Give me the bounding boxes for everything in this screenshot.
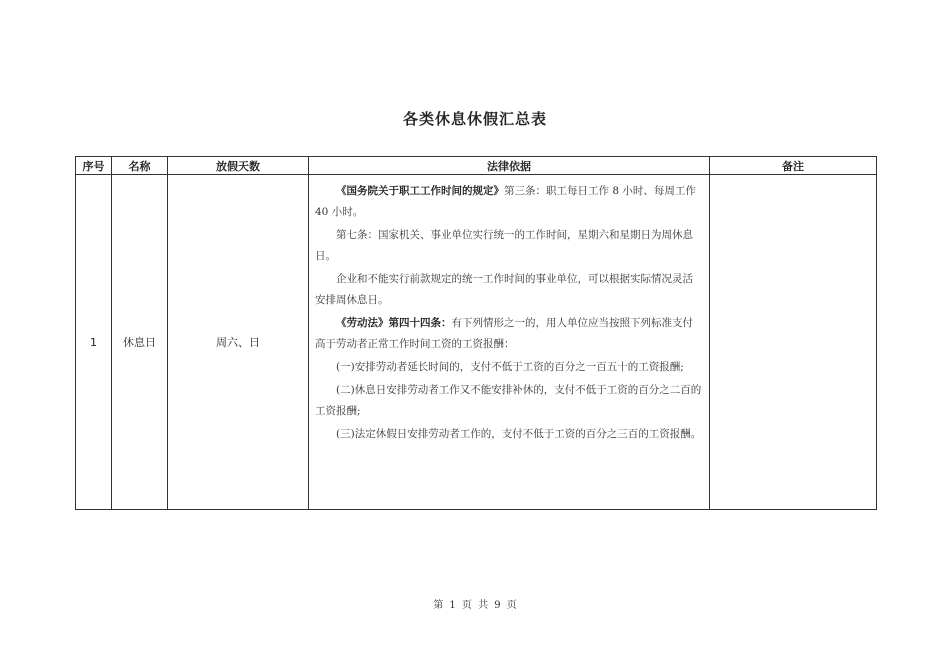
law-paragraph bbox=[315, 225, 703, 267]
law-text: 企业和不能实行前款规定的统一工作时间的事业单位，可以根据实际情况灵活安排周休息日。 bbox=[315, 273, 693, 306]
law-paragraph bbox=[315, 181, 703, 223]
cell-remarks bbox=[710, 175, 877, 510]
law-text: (三)法定休假日安排劳动者工作的，支付不低于工资的百分之三百的工资报酬。 bbox=[336, 428, 702, 440]
law-text: 有下列情形之一的，用人单位应当按照下列标准支付高于劳动者正常工作时间工资的工资报酬： bbox=[315, 317, 693, 350]
header-index: 序号 bbox=[76, 157, 112, 175]
holiday-summary-table bbox=[75, 156, 877, 510]
table-header-row bbox=[76, 157, 877, 175]
cell-legal-basis bbox=[309, 175, 710, 510]
header-legal-basis: 法律依据 bbox=[309, 157, 710, 175]
cell-name: 休息日 bbox=[112, 175, 168, 510]
header-name: 名称 bbox=[112, 157, 168, 175]
law-text: 第三条：职工每日工作 8 小时、每周工作 40 小时。 bbox=[315, 185, 696, 218]
law-text: (二)休息日安排劳动者工作又不能安排补休的，支付不低于工资的百分之二百的工资报酬; bbox=[315, 384, 702, 417]
law-paragraph bbox=[315, 380, 703, 422]
document-title: 各类休息休假汇总表 bbox=[402, 110, 547, 128]
law-text: (一)安排劳动者延长时间的，支付不低于工资的百分之一百五十的工资报酬; bbox=[336, 361, 684, 373]
table-row bbox=[76, 175, 877, 510]
law-paragraph bbox=[315, 269, 703, 311]
law-citation: 《劳动法》第四十四条： bbox=[336, 317, 452, 329]
law-text: 第七条：国家机关、事业单位实行统一的工作时间，星期六和星期日为周休息日。 bbox=[315, 229, 693, 262]
cell-index: 1 bbox=[76, 175, 112, 510]
page-number-footer: 第 1 页 共 9 页 bbox=[433, 600, 517, 611]
header-remarks: 备注 bbox=[710, 157, 877, 175]
law-citation: 《国务院关于职工工作时间的规定》 bbox=[336, 185, 504, 197]
law-paragraph bbox=[315, 357, 703, 378]
law-paragraph bbox=[315, 313, 703, 355]
cell-days: 周六、日 bbox=[168, 175, 309, 510]
law-paragraph bbox=[315, 424, 703, 445]
header-days: 放假天数 bbox=[168, 157, 309, 175]
